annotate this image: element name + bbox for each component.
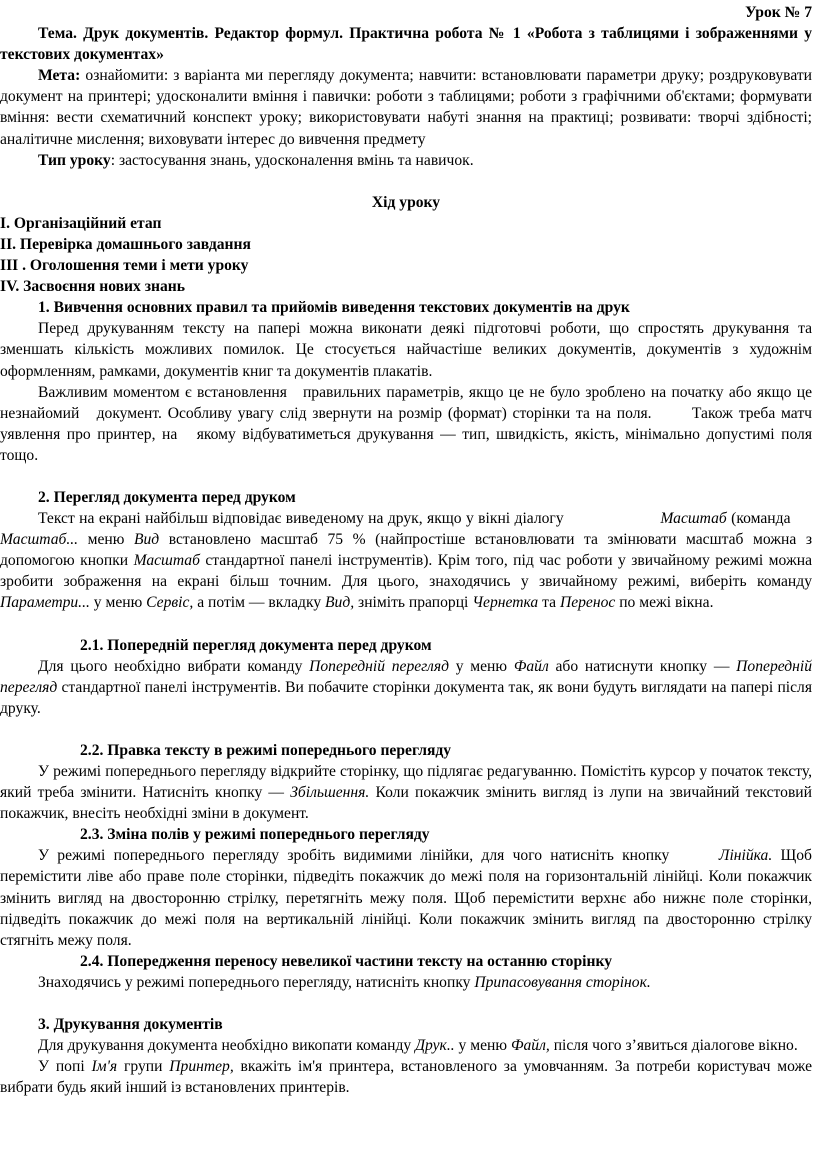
section2-paragraph: Текст на екрані найбільш відповідає виведеному на друк, якщо у вікні діалогу Масштаб (команда Масштаб... меню Вид встановлено масштаб 75 % (найпростіше встановлювати та змінювати масштаб можна з допомогою кнопки Масштаб стандартної панелі інструментів). Крім того, під час роботи у звичайному режимі можна зробити зображення на екрані більш точним. Для цього, знаходячись у звичайному режимі, виберіть команду Параметри... у меню Сервіс, а потім — вкладку Вид, зніміть прапорці Чернетка та Перенос по межі вікна. [0, 510, 813, 612]
stage-2: ІІ. Перевірка домашнього завдання [0, 235, 251, 253]
stage-1: І. Організаційний етап [0, 214, 162, 232]
section24-paragraph: Знаходячись у режимі попереднього перегляду, натисніть кнопку Припасовування сторінок. [38, 973, 651, 991]
lesson-type-text: : застосування знань, удосконалення вмінь та навичок. [110, 151, 474, 169]
stage-3: ІІІ . Оголошення теми і мети уроку [0, 257, 249, 275]
section1-heading: 1. Вивчення основних правил та прийомів виведення текстових документів на друк [38, 299, 630, 317]
lesson-number: Урок № 7 [745, 4, 812, 21]
section3-paragraph-2: У попі Ім'я групи Принтер, вкажіть ім'я принтера, встановленого за умовчанням. За потреби користувач може вибрати будь який інший із встановлених принтерів. [0, 1058, 813, 1097]
goal-label: Мета: [38, 67, 81, 85]
goal-text: ознайомити: з варіанта ми перегляду документа; навчити: встановлювати параметри друку; роздруковувати документ на принтері; удосконалити вміння і павички: роботи з таблицями; роботи з графічними об'єктами; формувати вміння: вести схематичний конспект уроку; використовувати набуті знання на практиці; розвивати: творчі здібності; аналітичне мислення; виховувати інтерес до вивчення предмету [0, 67, 812, 148]
section23-paragraph: У режимі попереднього перегляду зробіть видимими лінійки, для чого натисніть кнопку Лінійка. Щоб перемістити ліве або праве поле сторінки, підведіть покажчик до межі поля на горизонтальній лінійці. Коли покажчик змінить вигляд на двосторонню стрілку, перетягніть межу поля. Щоб перемістити верхнє або нижнє поле сторінки, підведіть покажчик до межі поля на вертикальній лінійці. Коли покажчик змінить вигляд па двосторонню стрілку стягніть межу поля. [0, 847, 812, 949]
section3-paragraph-1: Для друкування документа необхідно викопати команду Друк.. у меню Файл, після чого з’явиться діалогове вікно. [38, 1037, 798, 1055]
stage-4: IV. Засвоєння нових знань [0, 278, 185, 296]
topic-paragraph [0, 23, 812, 65]
section21-paragraph: Для цього необхідно вибрати команду Попередній перегляд у меню Файл або натиснути кнопку — Попередній перегляд стандартної панелі інструментів. Ви побачите сторінки документа так, як вони будуть виглядати на папері після друку. [0, 657, 813, 717]
topic-label: Тема. [38, 25, 77, 43]
section22-heading: 2.2. Правка тексту в режимі попереднього перегляду [80, 741, 452, 759]
section23-heading: 2.3. Зміна полів у режимі попереднього перегляду [80, 826, 430, 844]
lesson-type-label: Тип уроку [38, 151, 111, 169]
course-heading: Хід уроку [371, 193, 441, 211]
section24-heading: 2.4. Попередження переносу невеликої частини тексту на останню сторінку [80, 952, 613, 970]
goal-paragraph [0, 65, 812, 149]
section2-heading: 2. Перегляд документа перед друком [38, 488, 296, 506]
section1-paragraph-2: Важливим моментом є встановлення правильних параметрів, якщо це не було зроблено на початку або якщо це незнайомий документ. Особливу увагу слід звернути на розмір (формат) сторінки та на поля. Також треба матч уявлення про принтер, на якому відбуватиметься друкування — тип, швидкість, якість, мінімально допустимі поля тощо. [0, 383, 816, 464]
section3-heading: 3. Друкування документів [38, 1016, 223, 1034]
section21-heading: 2.1. Попередній перегляд документа перед друком [80, 636, 432, 654]
section1-paragraph-1: Перед друкуванням тексту на папері можна виконати деякі підготовчі роботи, що спростять друкування та зменшать кількість можливих помилок. Це стосується найчастіше великих документів, документів з художнім оформленням, рамками, документів книг та документів плакатів. [0, 320, 812, 380]
topic-text: Друк документів. Редактор формул. Практична робота № 1 «Робота з таблицями і зображеннями у текстових документах» [0, 25, 812, 64]
lesson-type-paragraph [0, 150, 812, 171]
section22-paragraph: У режимі попереднього перегляду відкрийте сторінку, що підлягає редагуванню. Помістіть курсор у початок тексту, який треба змінити. Натисніть кнопку — Збільшення. Коли покажчик змінить вигляд із лупи на звичайний текстовий покажчик, внесіть необхідні зміни в документ. [0, 763, 812, 823]
